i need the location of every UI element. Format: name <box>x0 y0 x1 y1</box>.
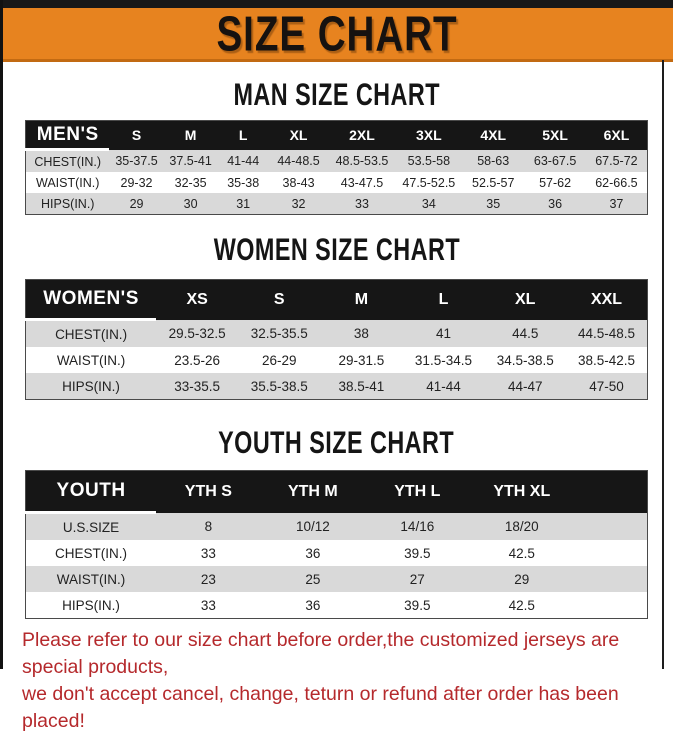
footer-line-1: Please refer to our size chart before order,the customized jerseys are special products, <box>22 629 620 678</box>
value-cell: 23.5-26 <box>156 347 238 373</box>
size-header-cell: YTH S <box>156 471 260 513</box>
size-header-cell: 2XL <box>328 121 395 150</box>
value-cell: 33 <box>156 540 260 566</box>
value-cell <box>574 566 647 592</box>
measure-label-cell: HIPS(IN.) <box>26 592 157 619</box>
size-header-cell: XL <box>269 121 329 150</box>
value-cell <box>574 513 647 541</box>
measure-label-cell: HIPS(IN.) <box>26 193 110 215</box>
page-title: SIZE CHART <box>215 5 458 61</box>
value-cell: 44-48.5 <box>269 150 329 173</box>
value-cell: 47.5-52.5 <box>396 172 463 193</box>
measure-label-cell: CHEST(IN.) <box>26 150 110 173</box>
group-header-cell: YOUTH <box>26 471 157 513</box>
value-cell: 41 <box>402 320 484 348</box>
table-row <box>26 320 648 348</box>
value-cell: 29.5-32.5 <box>156 320 238 348</box>
value-cell: 41-44 <box>218 150 269 173</box>
value-cell: 34.5-38.5 <box>485 347 566 373</box>
size-header-cell: XL <box>485 280 566 320</box>
section-heading-man-text: MAN SIZE CHART <box>233 76 440 112</box>
table-header-row <box>26 471 648 513</box>
value-cell: 48.5-53.5 <box>328 150 395 173</box>
man-size-table <box>25 120 648 215</box>
value-cell: 37.5-41 <box>164 150 218 173</box>
value-cell: 23 <box>156 566 260 592</box>
footer-line-2: we don't accept cancel, change, teturn or refund after order has been placed! <box>22 683 619 732</box>
value-cell: 8 <box>156 513 260 541</box>
measure-label-cell: WAIST(IN.) <box>26 172 110 193</box>
value-cell: 42.5 <box>470 540 574 566</box>
value-cell: 58-63 <box>462 150 524 173</box>
table-row <box>26 513 648 541</box>
value-cell: 63-67.5 <box>524 150 586 173</box>
value-cell <box>574 540 647 566</box>
table-row <box>26 592 648 619</box>
footer-note <box>0 627 673 735</box>
size-header-cell: M <box>164 121 218 150</box>
measure-label-cell: U.S.SIZE <box>26 513 157 541</box>
section-heading-youth-text: YOUTH SIZE CHART <box>218 424 455 460</box>
value-cell: 29 <box>109 193 163 215</box>
table-header-row <box>26 280 648 320</box>
value-cell: 39.5 <box>365 540 469 566</box>
size-header-cell: L <box>218 121 269 150</box>
table-row <box>26 150 648 173</box>
value-cell: 44.5 <box>485 320 566 348</box>
value-cell: 32.5-35.5 <box>238 320 320 348</box>
size-header-cell: YTH L <box>365 471 469 513</box>
value-cell: 29 <box>470 566 574 592</box>
value-cell: 53.5-58 <box>396 150 463 173</box>
group-header-cell: WOMEN'S <box>26 280 157 320</box>
table-row <box>26 566 648 592</box>
group-header-cell: MEN'S <box>26 121 110 150</box>
value-cell: 32-35 <box>164 172 218 193</box>
value-cell: 26-29 <box>238 347 320 373</box>
value-cell: 10/12 <box>261 513 365 541</box>
measure-label-cell: HIPS(IN.) <box>26 373 157 400</box>
value-cell: 31.5-34.5 <box>402 347 484 373</box>
table-row <box>26 347 648 373</box>
size-header-cell: M <box>320 280 402 320</box>
section-heading-man <box>0 78 673 110</box>
size-header-cell: 3XL <box>396 121 463 150</box>
value-cell: 35-37.5 <box>109 150 163 173</box>
value-cell: 34 <box>396 193 463 215</box>
value-cell: 35.5-38.5 <box>238 373 320 400</box>
size-header-cell: XXL <box>566 280 648 320</box>
value-cell: 33-35.5 <box>156 373 238 400</box>
table-header-row <box>26 121 648 150</box>
size-header-cell: YTH M <box>261 471 365 513</box>
size-header-cell: S <box>109 121 163 150</box>
value-cell: 18/20 <box>470 513 574 541</box>
value-cell: 36 <box>261 592 365 619</box>
measure-label-cell: CHEST(IN.) <box>26 320 157 348</box>
value-cell: 67.5-72 <box>586 150 648 173</box>
section-heading-women <box>0 233 673 265</box>
value-cell: 38.5-42.5 <box>566 347 648 373</box>
size-header-cell <box>574 471 647 513</box>
value-cell: 38.5-41 <box>320 373 402 400</box>
size-header-cell: 6XL <box>586 121 648 150</box>
value-cell: 14/16 <box>365 513 469 541</box>
value-cell: 33 <box>156 592 260 619</box>
size-header-cell: XS <box>156 280 238 320</box>
value-cell: 38-43 <box>269 172 329 193</box>
value-cell: 27 <box>365 566 469 592</box>
page-right-border <box>662 60 664 669</box>
table-row <box>26 193 648 215</box>
table-row <box>26 540 648 566</box>
section-heading-youth <box>0 426 673 458</box>
value-cell: 29-31.5 <box>320 347 402 373</box>
size-header-cell: S <box>238 280 320 320</box>
value-cell: 44.5-48.5 <box>566 320 648 348</box>
value-cell <box>574 592 647 619</box>
measure-label-cell: CHEST(IN.) <box>26 540 157 566</box>
value-cell: 47-50 <box>566 373 648 400</box>
value-cell: 32 <box>269 193 329 215</box>
value-cell: 43-47.5 <box>328 172 395 193</box>
value-cell: 29-32 <box>109 172 163 193</box>
value-cell: 52.5-57 <box>462 172 524 193</box>
value-cell: 36 <box>261 540 365 566</box>
value-cell: 37 <box>586 193 648 215</box>
women-size-table <box>25 279 648 400</box>
value-cell: 62-66.5 <box>586 172 648 193</box>
size-header-cell: 4XL <box>462 121 524 150</box>
page-left-border <box>0 0 3 669</box>
size-header-cell: 5XL <box>524 121 586 150</box>
section-heading-women-text: WOMEN SIZE CHART <box>213 231 460 267</box>
value-cell: 33 <box>328 193 395 215</box>
value-cell: 35-38 <box>218 172 269 193</box>
value-cell: 36 <box>524 193 586 215</box>
value-cell: 38 <box>320 320 402 348</box>
table-row <box>26 373 648 400</box>
youth-size-table <box>25 470 648 619</box>
title-banner <box>0 5 673 62</box>
measure-label-cell: WAIST(IN.) <box>26 566 157 592</box>
value-cell: 44-47 <box>485 373 566 400</box>
size-header-cell: L <box>402 280 484 320</box>
size-header-cell: YTH XL <box>470 471 574 513</box>
value-cell: 39.5 <box>365 592 469 619</box>
value-cell: 35 <box>462 193 524 215</box>
measure-label-cell: WAIST(IN.) <box>26 347 157 373</box>
value-cell: 25 <box>261 566 365 592</box>
value-cell: 42.5 <box>470 592 574 619</box>
value-cell: 31 <box>218 193 269 215</box>
table-row <box>26 172 648 193</box>
value-cell: 41-44 <box>402 373 484 400</box>
value-cell: 57-62 <box>524 172 586 193</box>
value-cell: 30 <box>164 193 218 215</box>
